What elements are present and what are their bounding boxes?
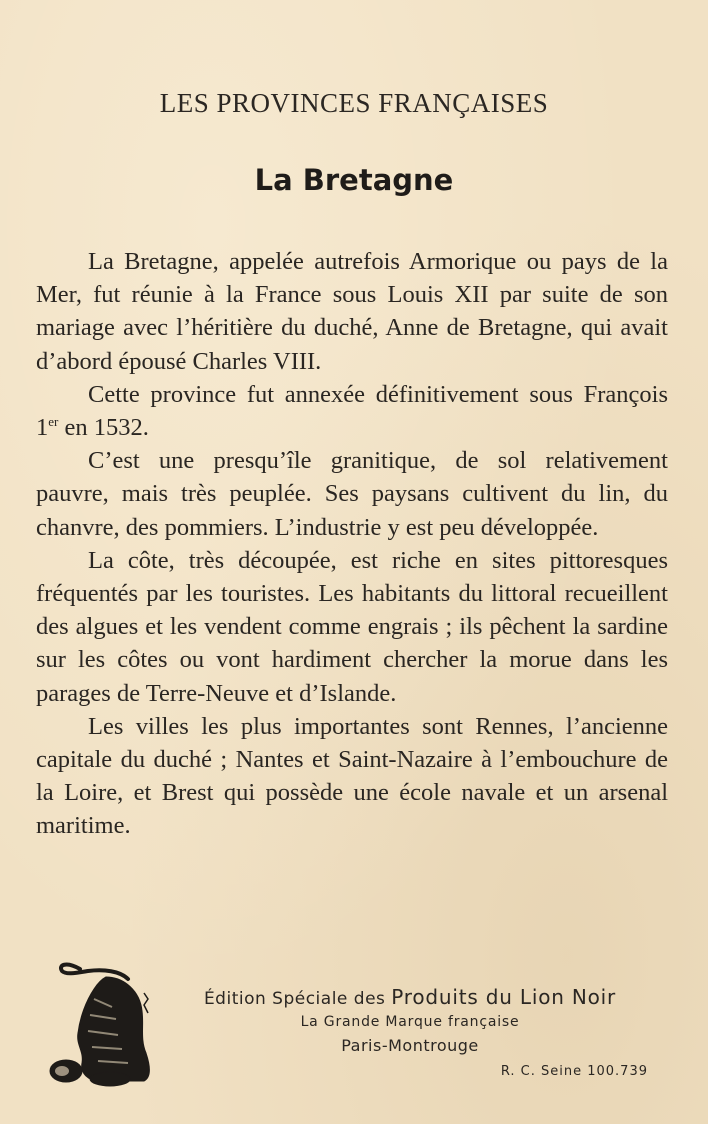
edition-prefix: Édition Spéciale des (203, 989, 392, 1009)
page-title: La Bretagne (254, 163, 454, 197)
paragraph: C’est une presqu’île granitique, de sol relativement pauvre, mais très peuplée. Ses paysans cultivent du lin, du chanvre, des pommiers. L’industrie y est peu développée. (36, 447, 668, 541)
registry-number: R. C. Seine 100.739 (500, 1064, 648, 1079)
brand-name: Produits du Lion Noir (391, 985, 617, 1009)
edition-line (160, 985, 660, 1009)
paragraph: La Bretagne, appelée autrefois Armorique ou pays de la Mer, fut réunie à la France sous Louis XII par suite de son mariage avec l’héritière du duché, Anne de Bretagne, qui avait d’abord épousé Charles VIII. (36, 248, 668, 375)
publisher-footer (160, 985, 660, 1079)
ordinal-suffix: er (48, 413, 59, 429)
paragraph-text: Cette province fut annexée définitivement sous François 1 (36, 380, 668, 442)
lion-icon (36, 955, 160, 1087)
paragraph (36, 378, 668, 444)
body-text (36, 245, 668, 843)
paragraph: Les villes les plus importantes sont Rennes, l’ancienne capitale du duché ; Nantes et Saint-Nazaire à l’embouchure de la Loire, et Brest qui possède une école navale et un arsenal maritime. (36, 712, 668, 840)
city: Paris-Montrouge (341, 1036, 479, 1055)
paragraph: La côte, très découpée, est riche en sites pittoresques fréquentés par les touristes. Les habitants du littoral recueillent des algues et les vendent comme engrais ; ils pêchent la sardine sur les côtes ou vont hardiment chercher la morue dans les parages de Terre-Neuve et d’Islande. (36, 546, 668, 707)
paragraph-text: en 1532. (58, 414, 149, 442)
tagline: La Grande Marque française (300, 1014, 520, 1030)
series-heading: LES PROVINCES FRANÇAISES (159, 88, 549, 118)
